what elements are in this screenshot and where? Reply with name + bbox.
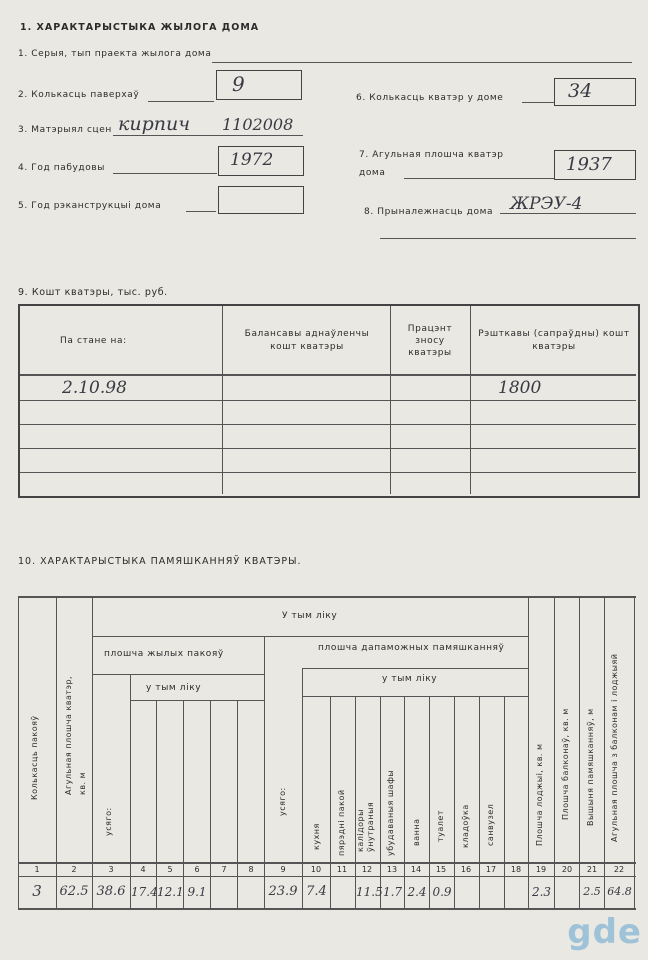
loggia-label: Плошча лоджыі, кв. м — [535, 743, 544, 846]
cost-row-residual: 1800 — [498, 378, 542, 398]
col-num-4: 4 — [140, 865, 146, 874]
walls-code: 1102008 — [222, 115, 294, 134]
wc-label: санвузел — [486, 803, 495, 846]
apartments-value: 34 — [568, 80, 593, 102]
value-room-1: 17.4 — [131, 885, 158, 899]
apartments-label: 6. Колькасць кватэр у доме — [356, 93, 504, 103]
watermark-logo: gde — [567, 912, 642, 952]
value-toilet: 0.9 — [432, 885, 452, 899]
cost-header-rule — [20, 374, 636, 376]
living-area-label: плошча жылых пакояў — [104, 649, 224, 659]
value-room-3: 9.1 — [187, 885, 207, 899]
col-num-16: 16 — [460, 865, 472, 874]
cost-row-1 — [20, 400, 636, 401]
rooms-table-bottom — [18, 908, 636, 910]
kitchen-label: кухня — [312, 823, 321, 850]
col-num-13: 13 — [386, 865, 398, 874]
floors-label: 2. Колькасць паверхаў — [18, 90, 140, 100]
hdr-rule-6 — [18, 862, 636, 864]
height-label: Вышыня памяшканняў, м — [586, 708, 595, 826]
value-total-area: 62.5 — [59, 884, 89, 899]
col-num-6: 6 — [194, 865, 200, 874]
section1-title: 1. ХАРАКТАРЫСТЫКА ЖЫЛОГА ДОМА — [20, 22, 260, 33]
hdr-rule-7 — [18, 876, 636, 877]
walls-line — [113, 135, 303, 136]
col-num-1: 1 — [34, 865, 40, 874]
series-line — [212, 62, 632, 63]
col-num-10: 10 — [310, 865, 322, 874]
value-bath: 2.4 — [407, 885, 427, 899]
closets-label: убудаваныя шафы — [386, 769, 395, 856]
total-with-label: Агульная плошча з балконам і лоджыяй — [610, 653, 619, 842]
value-room-2: 12.1 — [157, 885, 184, 899]
reconstructed-box — [218, 186, 304, 214]
section10-title: 10. ХАРАКТАРЫСТЫКА ПАМЯШКАННЯЎ КВАТЭРЫ. — [18, 556, 302, 567]
owner-line-2 — [380, 238, 636, 239]
col-num-8: 8 — [248, 865, 254, 874]
series-label: 1. Серыя, тып праекта жылога дома — [18, 49, 212, 59]
floors-line — [148, 101, 214, 102]
col-num-18: 18 — [510, 865, 522, 874]
value-living-total: 38.6 — [96, 884, 126, 899]
toilet-label: туалет — [436, 810, 445, 842]
col-num-15: 15 — [435, 865, 447, 874]
owner-label: 8. Прыналежнасць дома — [364, 207, 494, 217]
col-num-21: 21 — [586, 865, 598, 874]
value-corridors: 11.5 — [356, 885, 383, 899]
col-num-7: 7 — [221, 865, 227, 874]
floors-value: 9 — [232, 72, 245, 96]
value-rooms: 3 — [32, 882, 42, 900]
col-num-12: 12 — [361, 865, 373, 874]
cost-col-residual: Рэшткавы (сапраўдны) кошт кватэры — [478, 329, 630, 352]
value-kitchen: 7.4 — [306, 884, 327, 899]
floors-box — [216, 70, 302, 100]
cost-row-3 — [20, 448, 636, 449]
reconstructed-label: 5. Год рэканструкцыі дома — [18, 201, 162, 211]
col-div-8 — [264, 636, 265, 908]
value-total-with: 64.8 — [607, 885, 632, 898]
aux-area-label: плошча дапаможных памяшканняў — [318, 643, 505, 653]
area-line — [404, 178, 554, 179]
value-loggia: 2.3 — [531, 885, 552, 899]
bath-label: ванна — [412, 818, 421, 846]
cost-row-2 — [20, 424, 636, 425]
area-label-2: дома — [359, 168, 386, 178]
walls-value: кирпич — [118, 113, 191, 135]
col-num-22: 22 — [613, 865, 625, 874]
hdr-rule-4 — [130, 700, 264, 701]
col-num-17: 17 — [485, 865, 497, 874]
apartments-line — [522, 102, 554, 103]
value-closets: 1.7 — [382, 885, 403, 899]
walls-label: 3. Матэрыял сцен — [18, 125, 112, 135]
aux-sub-label: у тым ліку — [382, 674, 438, 684]
balcony-label: Плошча балконаў, кв. м — [561, 708, 570, 820]
rooms-count-label: Колькасць пакояў — [30, 715, 39, 800]
living-total-label: усяго: — [104, 807, 113, 836]
hdr-rule-5 — [302, 696, 528, 697]
section9-title: 9. Кошт кватэры, тыс. руб. — [18, 287, 168, 298]
value-height: 2.5 — [583, 885, 601, 898]
area-label-1: 7. Агульная плошча кватэр — [359, 150, 504, 160]
col-num-9: 9 — [280, 865, 286, 874]
col-num-20: 20 — [561, 865, 573, 874]
col-div-9 — [302, 668, 303, 908]
cost-col-balance: Балансавы аднаўленчы кошт кватэры — [244, 329, 370, 352]
built-label: 4. Год пабудовы — [18, 163, 105, 173]
total-area-label: Агульная плошча кватэр, кв. м — [64, 675, 87, 795]
cost-col-date: Па стане на: — [60, 336, 127, 346]
col-num-5: 5 — [167, 865, 173, 874]
aux-total-label: усяго: — [278, 787, 287, 816]
reconstructed-line — [186, 211, 216, 212]
col-num-14: 14 — [410, 865, 422, 874]
hdr-rule-2 — [92, 674, 264, 675]
col-num-19: 19 — [535, 865, 547, 874]
cost-row-4 — [20, 472, 636, 473]
col-div-3 — [130, 674, 131, 908]
hdr-rule-1 — [92, 636, 528, 637]
owner-value: ЖРЭУ-4 — [510, 194, 583, 214]
in-total-label: У тым ліку — [282, 611, 338, 621]
cost-col-wear: Працэнт зносу кватэры — [407, 324, 453, 358]
built-value: 1972 — [230, 150, 274, 170]
apartments-box — [554, 78, 636, 106]
col-num-11: 11 — [336, 865, 348, 874]
rooms-table-top — [18, 596, 636, 598]
built-line — [113, 173, 217, 174]
living-sub-label: у тым ліку — [146, 683, 202, 693]
area-value: 1937 — [566, 154, 612, 175]
hdr-rule-3 — [302, 668, 528, 669]
corridors-label: калідоры ўнутраныя — [356, 801, 375, 852]
value-aux-total: 23.9 — [268, 884, 298, 899]
pantry-label: кладоўка — [461, 804, 470, 848]
cost-row-date: 2.10.98 — [62, 378, 127, 398]
col-num-2: 2 — [71, 865, 77, 874]
col-num-3: 3 — [108, 865, 114, 874]
hall-label: пярэдні пакой — [337, 789, 346, 856]
